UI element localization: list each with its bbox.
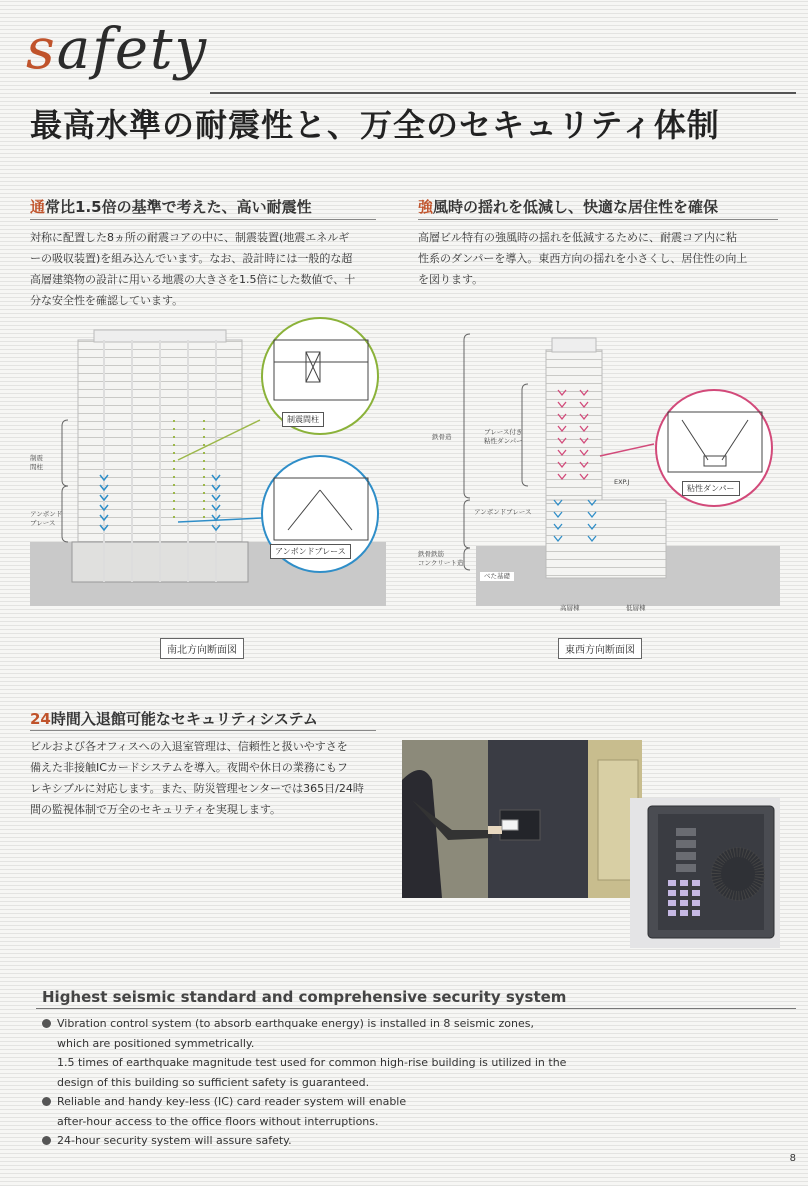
label-expj: EXP.J (614, 478, 630, 486)
section3-body: ビルおよび各オフィスへの入退室管理は、信頼性と扱いやすさを 備えた非接触ICカードシステムを導入。夜間や休日の業務にもフ レキシブルに対応します。また、防災管理センターでは365日/24時 間の監視体制で万全のセキュリティを実現します。 (30, 740, 364, 816)
list-item: Reliable and handy key-less (IC) card reader system will enable (42, 1092, 566, 1112)
label-steel: 鉄骨造 (432, 433, 452, 441)
label-mat-foundation: べた基礎 (480, 572, 514, 581)
north-south-section-diagram (28, 310, 388, 610)
side-label-unbonded: アンボンド ブレース (30, 510, 63, 527)
list-item: 24-hour security system will assure safety. (42, 1131, 566, 1151)
section2-rule (418, 219, 778, 220)
section3-rule (30, 730, 376, 731)
bullet-icon (42, 1019, 51, 1028)
header-rule (210, 92, 796, 94)
label-brace-damper: ブレース付き 粘性ダンパー (484, 428, 523, 445)
english-summary-list: Vibration control system (to absorb earthquake energy) is installed in 8 seismic zones, which are positioned symmetrically. 1.5 times of earthquake magnitude test used for common high-rise building is utilized in the design of this building so sufficient safety is guaranteed. Reliable and handy key-less (IC) card reader system will enable after-hour access to the office floors without interruptions. 24-hour security system will assure safety. (42, 1014, 566, 1151)
label-damper-column: 制震間柱 (282, 412, 324, 427)
label-unbonded-brace-ew: アンボンドブレース (474, 508, 532, 516)
brand-title: safety (26, 17, 209, 82)
bullet-icon (42, 1136, 51, 1145)
section1-title: 通常比1.5倍の基準で考えた、高い耐震性 (30, 198, 312, 216)
english-summary-rule (36, 1008, 796, 1009)
english-summary-title: Highest seismic standard and comprehensive security system (42, 988, 567, 1006)
caption-north-south: 南北方向断面図 (160, 638, 244, 659)
page-title: 最高水準の耐震性と、万全のセキュリティ体制 (30, 106, 720, 144)
label-low-rise: 低層棟 (626, 604, 646, 612)
bullet-icon (42, 1097, 51, 1106)
caption-east-west: 東西方向断面図 (558, 638, 642, 659)
section2-body: 高層ビル特有の強風時の揺れを低減するために、耐震コア内に粘 性系のダンパーを導入。東西方向の揺れを小さくし、居住性の向上 を図ります。 (418, 231, 748, 286)
security-panel-photo (630, 798, 780, 948)
section1-rule (30, 219, 376, 220)
page-number: 8 (789, 1153, 796, 1164)
label-high-rise: 高層棟 (560, 604, 580, 612)
label-viscous-damper: 粘性ダンパー (682, 481, 740, 496)
east-west-section-diagram (404, 320, 804, 620)
label-src: 鉄骨鉄筋 コンクリート造 (418, 550, 464, 567)
section3-title: 24時間入退館可能なセキュリティシステム (30, 710, 318, 728)
list-item: Vibration control system (to absorb earthquake energy) is installed in 8 seismic zones, (42, 1014, 566, 1034)
low-rise-ew (546, 500, 666, 578)
card-reader-photo (402, 740, 642, 898)
label-unbonded-brace-ns: アンボンドブレース (270, 544, 351, 559)
section1-body: 対称に配置した8ヵ所の耐震コアの中に、制震装置(地震エネルギ ーの吸収装置)を組み込んでいます。なお、設計時には一般的な超 高層建築物の設計に用いる地震の大きさを1.5倍にした数値で、十 分な安全性を確認しています。 (30, 231, 356, 307)
side-label-damper: 制震 間柱 (30, 454, 43, 471)
section2-title: 強風時の揺れを低減し、快適な居住性を確保 (418, 198, 719, 216)
